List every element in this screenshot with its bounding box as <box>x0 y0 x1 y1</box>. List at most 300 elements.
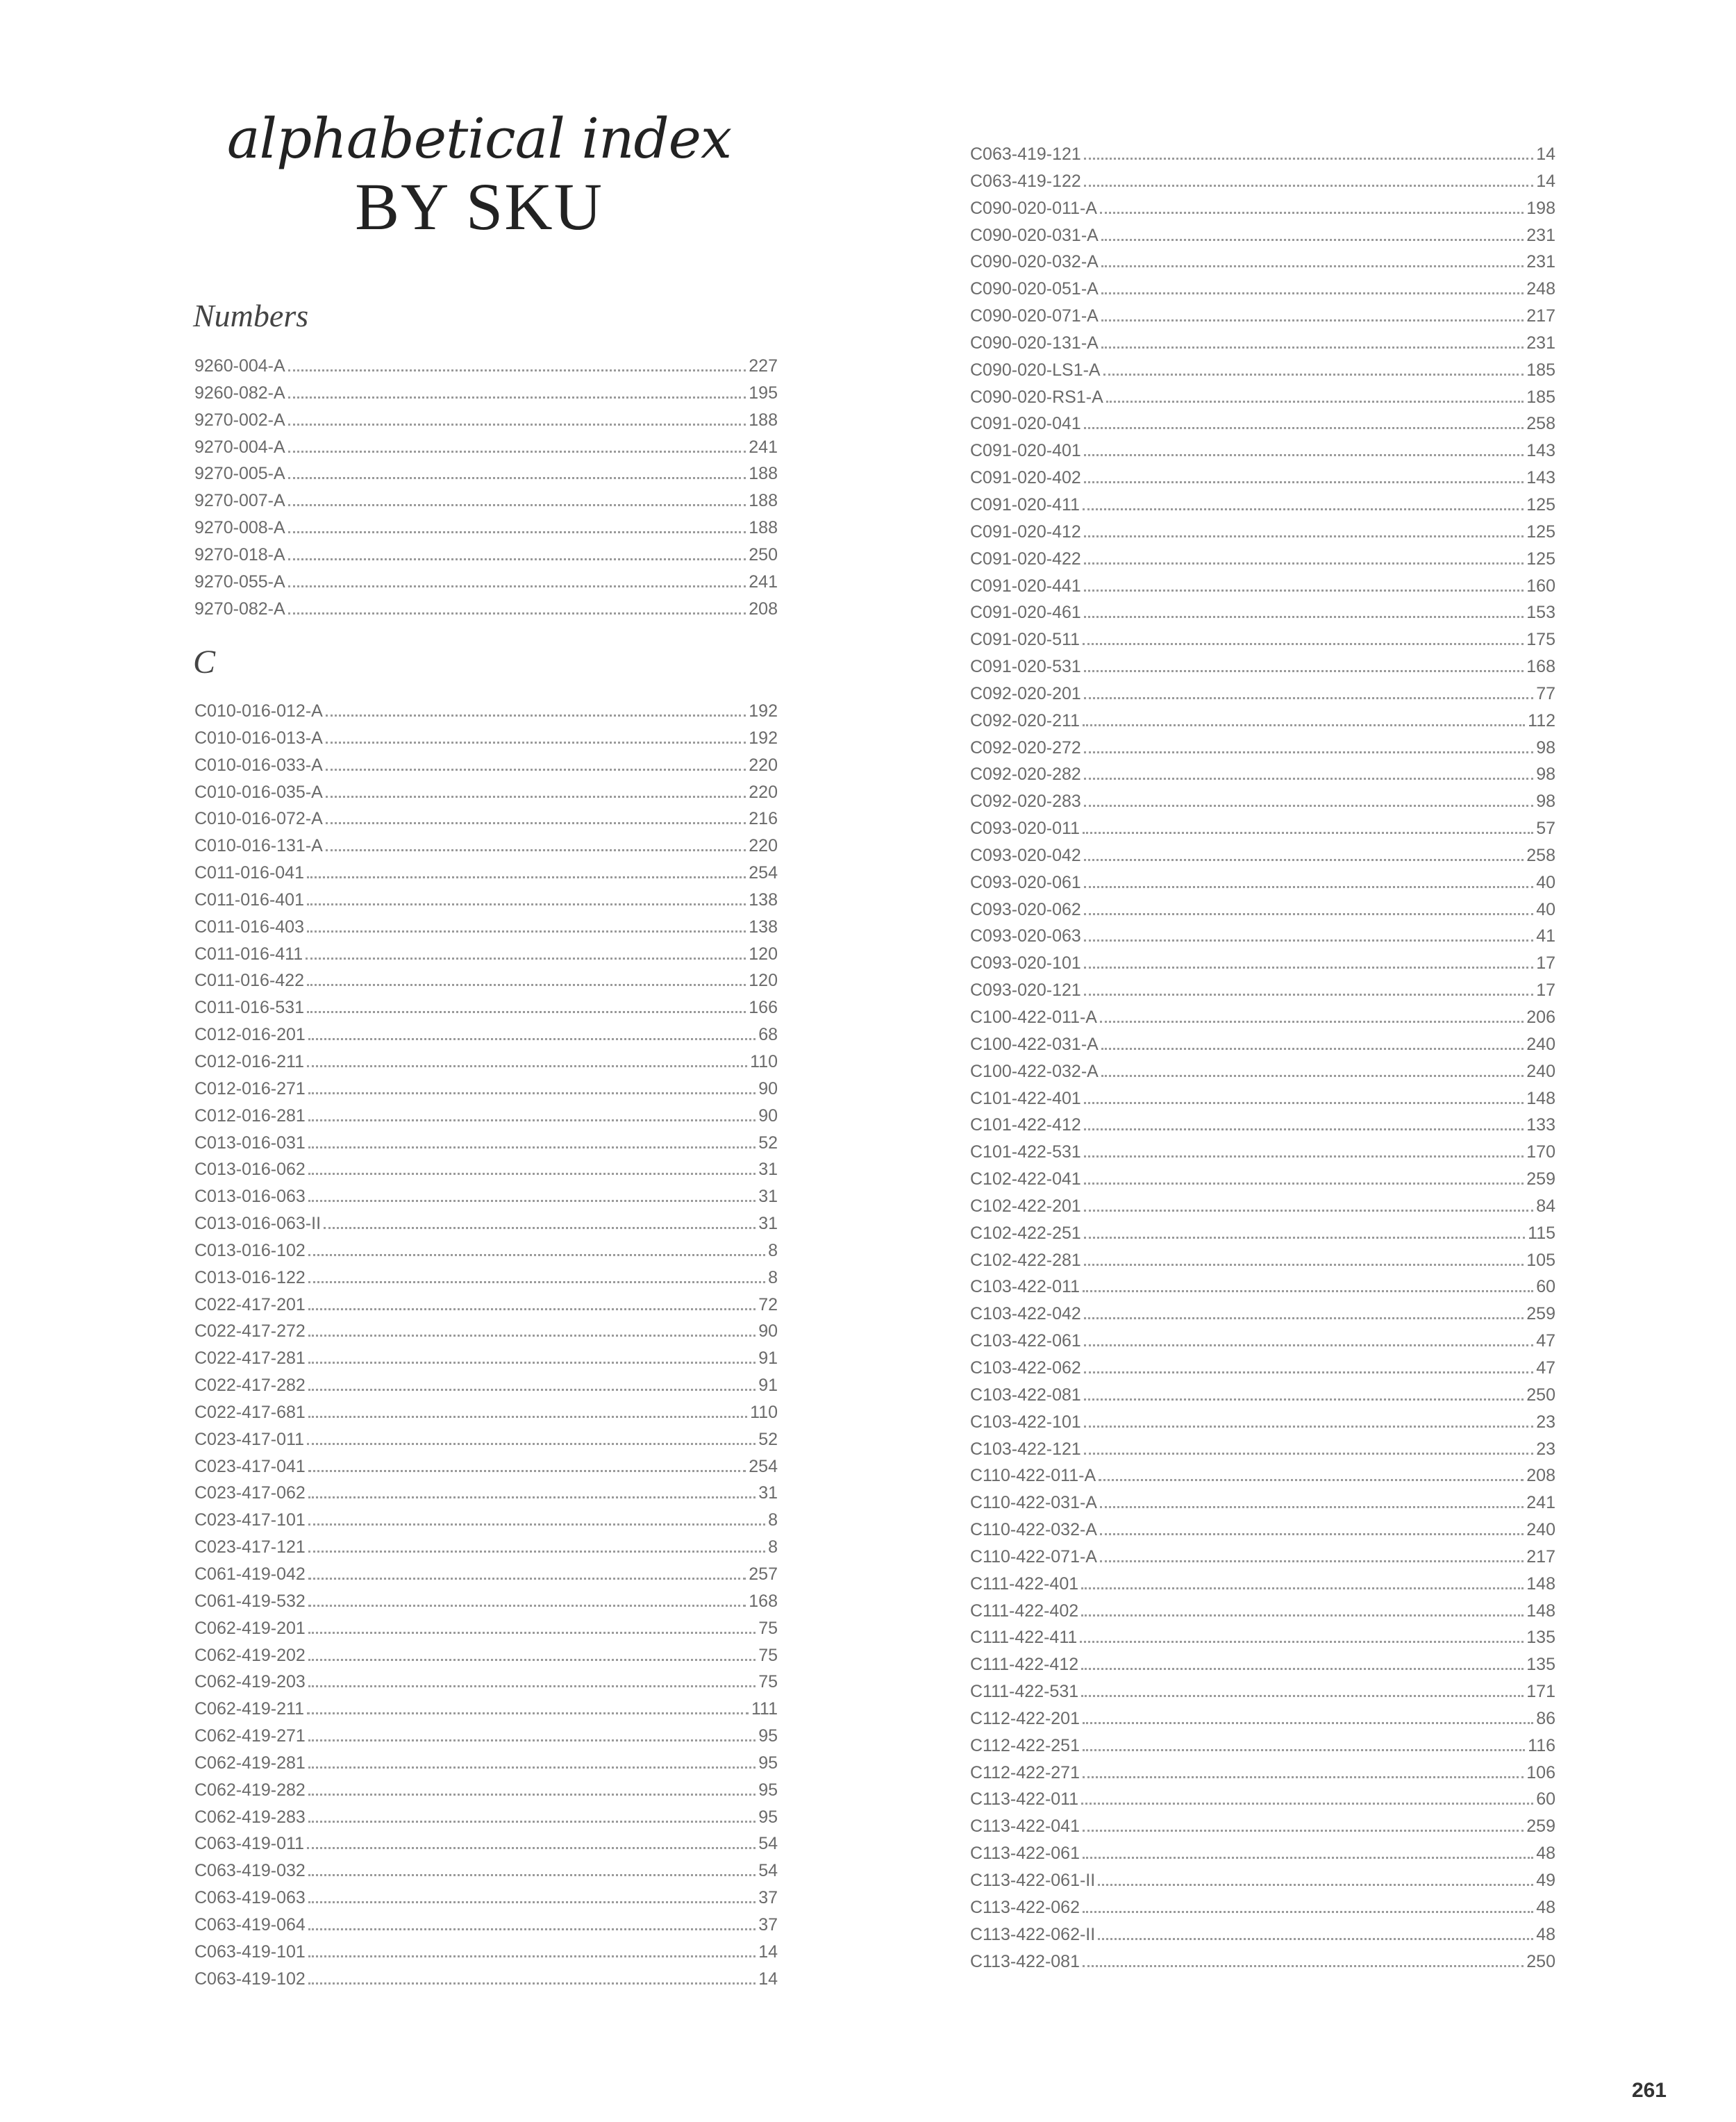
entry-sku: C111-422-412 <box>970 1655 1079 1675</box>
index-entry <box>970 950 1555 977</box>
index-entry <box>194 1696 778 1723</box>
dot-leader <box>1083 1722 1533 1724</box>
dot-leader <box>326 822 746 824</box>
entry-sku: C090-020-071-A <box>970 306 1099 326</box>
dot-leader <box>1106 401 1524 403</box>
dot-leader <box>1081 1614 1524 1616</box>
entry-sku: C103-422-101 <box>970 1412 1081 1432</box>
index-entry <box>194 725 778 752</box>
entry-page-number: 98 <box>1536 792 1555 812</box>
entry-sku: C063-419-102 <box>194 1969 306 1989</box>
index-title-line2: BY SKU <box>355 169 603 244</box>
dot-leader <box>1084 616 1524 618</box>
entry-sku: C023-417-062 <box>194 1483 306 1503</box>
index-entry <box>970 1462 1555 1489</box>
index-entry <box>970 869 1555 896</box>
entry-page-number: 250 <box>1526 1385 1555 1405</box>
index-entry <box>194 1750 778 1777</box>
entry-sku: C013-016-122 <box>194 1267 306 1287</box>
index-entry <box>194 1885 778 1912</box>
index-entry <box>194 967 778 994</box>
entry-sku: C062-419-203 <box>194 1672 306 1692</box>
numbers-entry-list <box>194 353 778 622</box>
index-entry <box>194 887 778 914</box>
index-entry <box>970 249 1555 276</box>
entry-page-number: 135 <box>1526 1628 1555 1648</box>
entry-sku: C110-422-032-A <box>970 1520 1097 1540</box>
entry-sku: C113-422-061-II <box>970 1871 1096 1890</box>
entry-page-number: 198 <box>1526 198 1555 218</box>
entry-sku: C010-016-033-A <box>194 755 323 775</box>
entry-page-number: 125 <box>1526 494 1555 515</box>
entry-sku: C091-020-422 <box>970 549 1081 569</box>
entry-page-number: 192 <box>749 728 778 748</box>
dot-leader <box>1084 158 1533 160</box>
entry-sku: C111-422-531 <box>970 1682 1079 1702</box>
entry-page-number: 60 <box>1536 1277 1555 1297</box>
dot-leader <box>288 612 746 615</box>
entry-page-number: 60 <box>1536 1789 1555 1810</box>
dot-leader <box>307 876 746 878</box>
dot-leader <box>1084 590 1524 592</box>
dot-leader <box>1100 1021 1524 1023</box>
index-entry <box>970 1301 1555 1328</box>
index-entry <box>194 1318 778 1345</box>
entry-page-number: 257 <box>749 1564 778 1584</box>
dot-leader <box>1081 1803 1533 1805</box>
entry-page-number: 188 <box>749 464 778 484</box>
dot-leader <box>1084 886 1533 888</box>
dot-leader <box>1084 1102 1524 1104</box>
entry-sku: C111-422-411 <box>970 1628 1078 1648</box>
index-entry <box>970 195 1555 222</box>
index-entry <box>970 1436 1555 1463</box>
entry-page-number: 52 <box>758 1429 778 1449</box>
index-entry <box>194 542 778 569</box>
index-entry <box>194 1777 778 1804</box>
dot-leader <box>307 1065 747 1067</box>
index-entry <box>194 1939 778 1966</box>
entry-sku: C100-422-031-A <box>970 1034 1099 1054</box>
entry-sku: C023-417-101 <box>194 1510 306 1530</box>
entry-page-number: 31 <box>758 1160 778 1180</box>
entry-page-number: 40 <box>1536 899 1555 919</box>
index-title-line1: alphabetical index <box>226 106 732 171</box>
index-entry <box>970 1678 1555 1705</box>
dot-leader <box>308 1254 765 1256</box>
entry-page-number: 148 <box>1526 1088 1555 1108</box>
dot-leader <box>308 1766 756 1769</box>
index-entry <box>194 1669 778 1696</box>
dot-leader <box>1083 1749 1525 1751</box>
entry-sku: C110-422-011-A <box>970 1466 1096 1486</box>
entry-sku: C102-422-251 <box>970 1223 1081 1243</box>
entry-page-number: 75 <box>758 1618 778 1638</box>
entry-sku: 9260-004-A <box>194 356 285 376</box>
dot-leader <box>308 1281 765 1283</box>
dot-leader <box>326 796 746 798</box>
entry-page-number: 259 <box>1526 1816 1555 1837</box>
entry-sku: C092-020-272 <box>970 737 1081 758</box>
dot-leader <box>324 1227 756 1229</box>
index-entry <box>194 1723 778 1750</box>
entry-page-number: 68 <box>758 1025 778 1045</box>
dot-leader <box>288 531 746 533</box>
entry-sku: C103-422-011 <box>970 1277 1080 1297</box>
index-entry <box>970 599 1555 626</box>
dot-leader <box>1084 562 1524 565</box>
entry-page-number: 240 <box>1526 1520 1555 1540</box>
index-entry <box>194 1264 778 1292</box>
dot-leader <box>308 1739 756 1741</box>
entry-page-number: 120 <box>749 971 778 991</box>
page-number: 261 <box>1631 2079 1667 2102</box>
entry-sku: C112-422-201 <box>970 1708 1080 1728</box>
dot-leader <box>1103 374 1524 376</box>
dot-leader <box>288 424 746 426</box>
index-entry <box>194 1399 778 1426</box>
entry-page-number: 138 <box>749 889 778 910</box>
entry-sku: C090-020-031-A <box>970 225 1099 245</box>
entry-sku: C011-016-041 <box>194 863 304 883</box>
entry-page-number: 250 <box>1526 1951 1555 1971</box>
dot-leader <box>1081 1587 1524 1589</box>
entry-page-number: 241 <box>749 437 778 457</box>
dot-leader <box>1081 1695 1524 1697</box>
entry-page-number: 116 <box>1528 1735 1555 1755</box>
entry-sku: C112-422-251 <box>970 1735 1080 1755</box>
entry-page-number: 75 <box>758 1672 778 1692</box>
dot-leader <box>1084 454 1524 456</box>
dot-leader <box>308 1551 765 1553</box>
entry-sku: C063-419-064 <box>194 1914 306 1935</box>
index-entry <box>970 573 1555 600</box>
index-entry <box>970 1220 1555 1247</box>
entry-page-number: 95 <box>758 1780 778 1800</box>
index-entry <box>970 330 1555 357</box>
entry-page-number: 14 <box>1536 171 1555 191</box>
entry-page-number: 170 <box>1526 1142 1555 1162</box>
dot-leader <box>288 504 746 506</box>
index-entry <box>970 977 1555 1004</box>
entry-sku: C062-419-281 <box>194 1753 306 1773</box>
index-entry <box>194 569 778 596</box>
entry-sku: C090-020-LS1-A <box>970 360 1101 380</box>
entry-sku: C100-422-032-A <box>970 1061 1099 1081</box>
index-entry <box>194 914 778 941</box>
entry-sku: C062-419-271 <box>194 1726 306 1746</box>
entry-sku: C062-419-211 <box>194 1699 304 1719</box>
entry-sku: C022-417-681 <box>194 1402 306 1422</box>
entry-sku: C012-016-201 <box>194 1025 306 1045</box>
entry-page-number: 47 <box>1536 1331 1555 1351</box>
entry-sku: C063-419-032 <box>194 1861 306 1881</box>
dot-leader <box>1084 1426 1533 1428</box>
entry-page-number: 231 <box>1526 252 1555 272</box>
entry-page-number: 91 <box>758 1376 778 1396</box>
index-entry <box>194 460 778 487</box>
index-entry <box>194 1615 778 1642</box>
entry-sku: C012-016-271 <box>194 1078 306 1098</box>
index-entry <box>970 1894 1555 1921</box>
index-entry <box>970 1571 1555 1598</box>
entry-page-number: 17 <box>1536 980 1555 1001</box>
entry-sku: C091-020-412 <box>970 521 1081 542</box>
index-entry <box>970 1624 1555 1651</box>
entry-sku: C102-422-041 <box>970 1169 1081 1189</box>
entry-sku: C023-417-011 <box>194 1429 304 1449</box>
entry-sku: C011-016-401 <box>194 889 304 910</box>
index-entry <box>970 1409 1555 1436</box>
index-entry <box>194 434 778 461</box>
entry-page-number: 37 <box>758 1888 778 1908</box>
dot-leader <box>308 1659 756 1661</box>
entry-page-number: 52 <box>758 1133 778 1153</box>
entry-page-number: 90 <box>758 1105 778 1126</box>
entry-page-number: 133 <box>1526 1115 1555 1135</box>
entry-sku: C093-020-061 <box>970 872 1081 892</box>
dot-leader <box>307 1011 746 1013</box>
entry-page-number: 106 <box>1526 1762 1555 1782</box>
dot-leader <box>1084 185 1533 187</box>
entry-page-number: 14 <box>758 1941 778 1962</box>
entry-sku: C101-422-412 <box>970 1115 1081 1135</box>
entry-sku: C063-419-011 <box>194 1834 304 1854</box>
dot-leader <box>326 742 746 744</box>
entry-page-number: 115 <box>1528 1223 1555 1243</box>
entry-page-number: 105 <box>1526 1250 1555 1270</box>
dot-leader <box>288 477 746 479</box>
entry-page-number: 125 <box>1526 521 1555 542</box>
dot-leader <box>1084 1453 1533 1455</box>
index-entry <box>970 384 1555 411</box>
index-entry <box>970 1058 1555 1085</box>
dot-leader <box>1083 1857 1533 1859</box>
entry-page-number: 135 <box>1526 1655 1555 1675</box>
dot-leader <box>1101 239 1524 241</box>
dot-leader <box>1081 1668 1524 1670</box>
entry-sku: 9270-002-A <box>194 410 285 430</box>
dot-leader <box>308 1092 756 1094</box>
entry-page-number: 143 <box>1526 468 1555 488</box>
entry-page-number: 110 <box>750 1051 778 1071</box>
entry-sku: C012-016-211 <box>194 1051 304 1071</box>
index-entry <box>970 1004 1555 1031</box>
entry-sku: C012-016-281 <box>194 1105 306 1126</box>
dot-leader <box>1084 1398 1524 1401</box>
entry-sku: C092-020-283 <box>970 792 1081 812</box>
entry-page-number: 72 <box>758 1294 778 1314</box>
dot-leader <box>306 958 746 960</box>
dot-leader <box>308 1496 756 1498</box>
entry-page-number: 208 <box>749 599 778 619</box>
dot-leader <box>326 849 746 851</box>
dot-leader <box>308 1335 756 1337</box>
dot-leader <box>1084 751 1533 753</box>
dot-leader <box>1101 292 1524 294</box>
index-entry <box>970 626 1555 653</box>
index-entry <box>970 1867 1555 1894</box>
entry-sku: C090-020-051-A <box>970 279 1099 299</box>
dot-leader <box>1101 265 1524 267</box>
index-entry <box>970 842 1555 869</box>
dot-leader <box>308 1578 746 1580</box>
entry-sku: C091-020-041 <box>970 414 1081 434</box>
index-entry <box>970 788 1555 815</box>
index-entry <box>194 1021 778 1049</box>
entry-sku: C093-020-062 <box>970 899 1081 919</box>
index-entry <box>970 1166 1555 1193</box>
index-entry <box>194 1857 778 1885</box>
dot-leader <box>307 1712 749 1714</box>
entry-page-number: 90 <box>758 1321 778 1342</box>
entry-sku: 9270-082-A <box>194 599 285 619</box>
dot-leader <box>1084 1128 1524 1130</box>
dot-leader <box>1084 805 1533 807</box>
index-entry <box>194 1345 778 1372</box>
entry-page-number: 220 <box>749 755 778 775</box>
entry-sku: C063-419-101 <box>194 1941 306 1962</box>
dot-leader <box>308 1200 756 1202</box>
index-entry <box>194 860 778 887</box>
entry-page-number: 31 <box>758 1187 778 1207</box>
dot-leader <box>308 1416 747 1418</box>
dot-leader <box>308 1821 756 1823</box>
index-entry <box>194 1292 778 1319</box>
dot-leader <box>1083 1830 1524 1832</box>
dot-leader <box>1084 1344 1533 1346</box>
index-entry <box>194 1588 778 1615</box>
index-entry <box>970 1328 1555 1355</box>
dot-leader <box>307 930 746 933</box>
entry-page-number: 14 <box>758 1969 778 1989</box>
entry-page-number: 208 <box>1526 1466 1555 1486</box>
entry-page-number: 49 <box>1536 1871 1555 1890</box>
index-entry <box>194 515 778 542</box>
entry-page-number: 143 <box>1526 441 1555 461</box>
entry-page-number: 231 <box>1526 225 1555 245</box>
dot-leader <box>307 903 746 905</box>
index-entry <box>194 1453 778 1480</box>
entry-sku: C092-020-282 <box>970 765 1081 785</box>
entry-sku: 9270-055-A <box>194 571 285 592</box>
index-entry <box>970 141 1555 168</box>
dot-leader <box>1100 1506 1524 1508</box>
entry-page-number: 112 <box>1528 710 1555 730</box>
entry-page-number: 54 <box>758 1834 778 1854</box>
index-entry <box>194 698 778 725</box>
entry-sku: C111-422-402 <box>970 1601 1079 1621</box>
entry-sku: C091-020-411 <box>970 494 1080 515</box>
entry-page-number: 47 <box>1536 1357 1555 1378</box>
index-entry <box>970 1732 1555 1760</box>
dot-leader <box>1083 1776 1524 1778</box>
entry-sku: C013-016-062 <box>194 1160 306 1180</box>
entry-page-number: 241 <box>749 571 778 592</box>
entry-sku: C090-020-032-A <box>970 252 1099 272</box>
index-entry <box>194 941 778 968</box>
entry-page-number: 175 <box>1526 630 1555 650</box>
entry-sku: 9270-005-A <box>194 464 285 484</box>
entry-page-number: 220 <box>749 782 778 802</box>
entry-sku: C093-020-121 <box>970 980 1081 1001</box>
entry-page-number: 48 <box>1536 1844 1555 1864</box>
entry-page-number: 231 <box>1526 333 1555 353</box>
index-entry <box>970 1948 1555 1975</box>
entry-page-number: 185 <box>1526 360 1555 380</box>
entry-sku: C023-417-121 <box>194 1537 306 1557</box>
dot-leader <box>1083 508 1524 510</box>
dot-leader <box>308 1685 756 1687</box>
entry-page-number: 254 <box>749 1456 778 1476</box>
entry-page-number: 90 <box>758 1078 778 1098</box>
dot-leader <box>1084 967 1533 969</box>
dot-leader <box>1101 1048 1524 1050</box>
entry-page-number: 217 <box>1526 306 1555 326</box>
index-entry <box>194 1830 778 1857</box>
section-heading-c: C <box>193 644 216 680</box>
dot-leader <box>308 1119 756 1121</box>
index-entry <box>194 1480 778 1507</box>
entry-sku: C091-020-511 <box>970 630 1080 650</box>
entry-sku: C102-422-281 <box>970 1250 1081 1270</box>
entry-page-number: 95 <box>758 1807 778 1827</box>
entry-sku: 9270-004-A <box>194 437 285 457</box>
index-entry <box>970 437 1555 465</box>
dot-leader <box>288 558 746 560</box>
index-entry <box>970 815 1555 842</box>
entry-sku: C091-020-461 <box>970 603 1081 623</box>
dot-leader <box>1084 481 1524 483</box>
entry-page-number: 206 <box>1526 1008 1555 1027</box>
entry-sku: C062-419-202 <box>194 1645 306 1665</box>
index-entry <box>194 779 778 806</box>
dot-leader <box>308 1901 756 1903</box>
entry-sku: C101-422-401 <box>970 1088 1081 1108</box>
index-entry <box>970 653 1555 680</box>
entry-page-number: 31 <box>758 1214 778 1234</box>
index-entry <box>970 680 1555 708</box>
dot-leader <box>288 451 746 453</box>
index-entry <box>970 1517 1555 1544</box>
entry-page-number: 216 <box>749 809 778 829</box>
entry-page-number: 41 <box>1536 926 1555 946</box>
section-heading-numbers: Numbers <box>193 298 309 333</box>
entry-page-number: 195 <box>749 383 778 403</box>
index-entry <box>970 1921 1555 1948</box>
entry-page-number: 54 <box>758 1861 778 1881</box>
index-entry <box>970 1112 1555 1139</box>
entry-page-number: 220 <box>749 836 778 856</box>
index-entry <box>970 303 1555 330</box>
dot-leader <box>308 1389 756 1391</box>
index-entry <box>970 492 1555 519</box>
entry-page-number: 14 <box>1536 144 1555 164</box>
entry-page-number: 84 <box>1536 1196 1555 1216</box>
index-entry <box>970 1544 1555 1571</box>
entry-sku: C101-422-531 <box>970 1142 1081 1162</box>
index-entry <box>970 1139 1555 1166</box>
index-entry <box>970 546 1555 573</box>
entry-page-number: 91 <box>758 1348 778 1369</box>
entry-page-number: 258 <box>1526 845 1555 865</box>
entry-page-number: 86 <box>1536 1708 1555 1728</box>
entry-sku: C023-417-041 <box>194 1456 306 1476</box>
entry-page-number: 75 <box>758 1645 778 1665</box>
dot-leader <box>1101 319 1524 321</box>
dot-leader <box>308 1632 756 1634</box>
dot-leader <box>1083 724 1525 726</box>
